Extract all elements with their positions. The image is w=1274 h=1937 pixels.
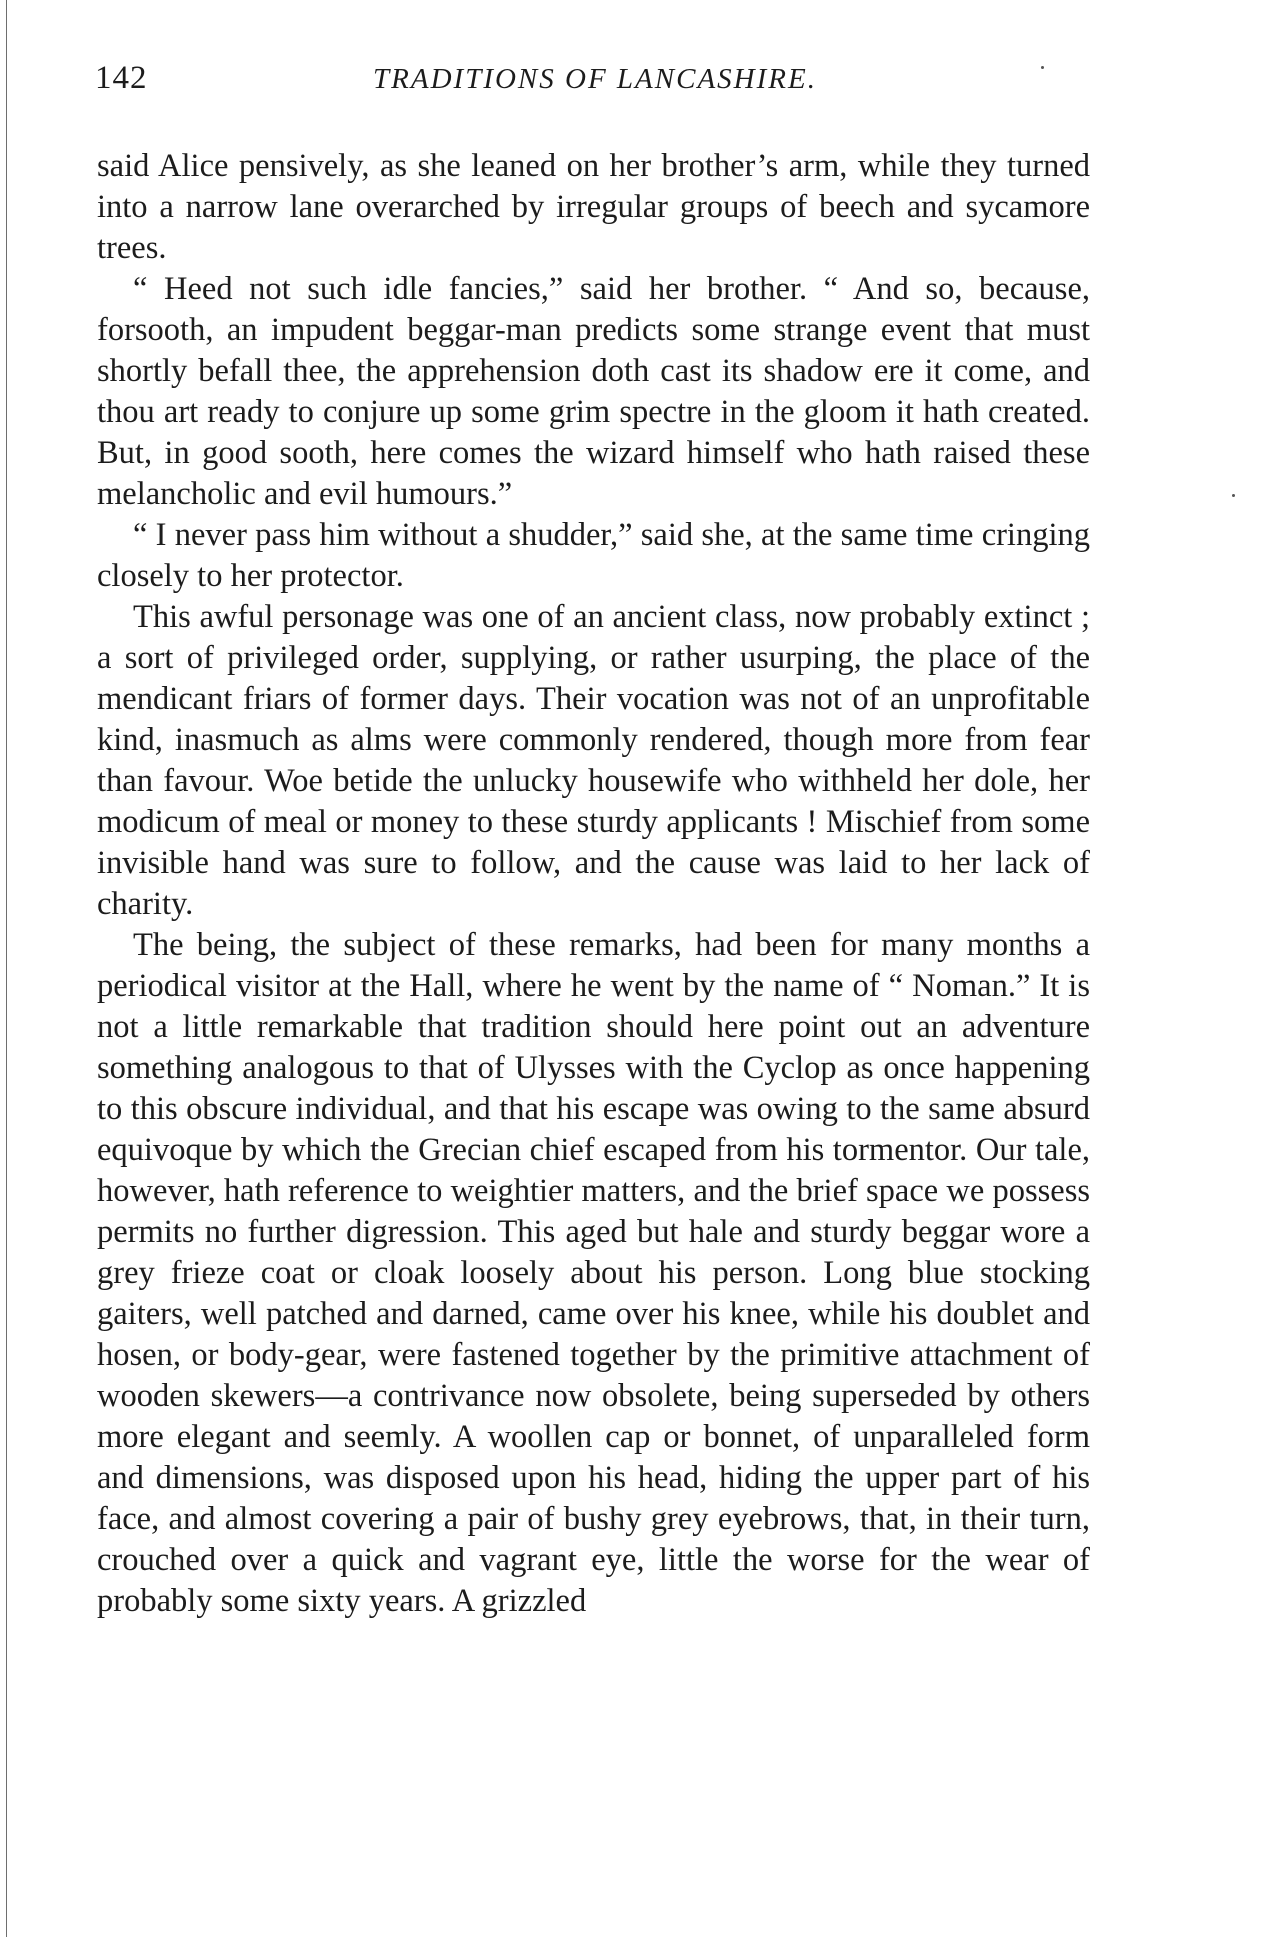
- print-speck: [1232, 494, 1235, 497]
- paragraph: “ I never pass him without a shudder,” said she, at the same time cringing closely to her protector.: [97, 517, 1090, 594]
- body-text: [97, 146, 1090, 1622]
- paragraph: This awful personage was one of an ancient class, now probably extinct ; a sort of privileged order, supplying, or rather usurping, the place of the mendicant friars of former days. Their vocation was not of an unprofitable kind, inasmuch as alms were commonly rendered, though more from fear than favour. Woe betide the unlucky housewife who withheld her dole, her modicum of meal or money to these sturdy applicants ! Mischief from some invisible hand was sure to follow, and the cause was laid to her lack of charity.: [97, 599, 1090, 922]
- page-number: 142: [95, 60, 148, 96]
- paragraph-continuation: said Alice pensively, as she leaned on her brother’s arm, while they turned into a narrow lane overarched by irregular groups of beech and sycamore trees.: [97, 148, 1090, 266]
- running-title: TRADITIONS OF LANCASHIRE.: [373, 63, 817, 95]
- page-header: [95, 60, 1095, 106]
- print-speck: [1041, 66, 1044, 69]
- paragraph: The being, the subject of these remarks, had been for many months a periodical visitor at the Hall, where he went by the name of “ Noman.” It is not a little remarkable that tradition should here point out an adventure something analogous to that of Ulysses with the Cyclop as once happening to this obscure individual, and that his escape was owing to the same absurd equivoque by which the Grecian chief escaped from his tormentor. Our tale, however, hath reference to weightier matters, and the brief space we possess permits no further digression. This aged but hale and sturdy beggar wore a grey frieze coat or cloak loosely about his person. Long blue stocking gaiters, well patched and darned, came over his knee, while his doublet and hosen, or body-gear, were fastened together by the primitive attachment of wooden skewers—a contrivance now obsolete, being superseded by others more elegant and seemly. A woollen cap or bonnet, of unparalleled form and dimensions, was disposed upon his head, hiding the upper part of his face, and almost covering a pair of bushy grey eyebrows, that, in their turn, crouched over a quick and vagrant eye, little the worse for the wear of probably some sixty years. A grizzled: [97, 927, 1090, 1619]
- binding-edge-line: [6, 0, 7, 1937]
- paragraph: “ Heed not such idle fancies,” said her brother. “ And so, because, forsooth, an impudent beggar-man predicts some strange event that must shortly befall thee, the apprehension doth cast its shadow ere it come, and thou art ready to conjure up some grim spectre in the gloom it hath created. But, in good sooth, here comes the wizard himself who hath raised these melancholic and evil humours.”: [97, 271, 1090, 512]
